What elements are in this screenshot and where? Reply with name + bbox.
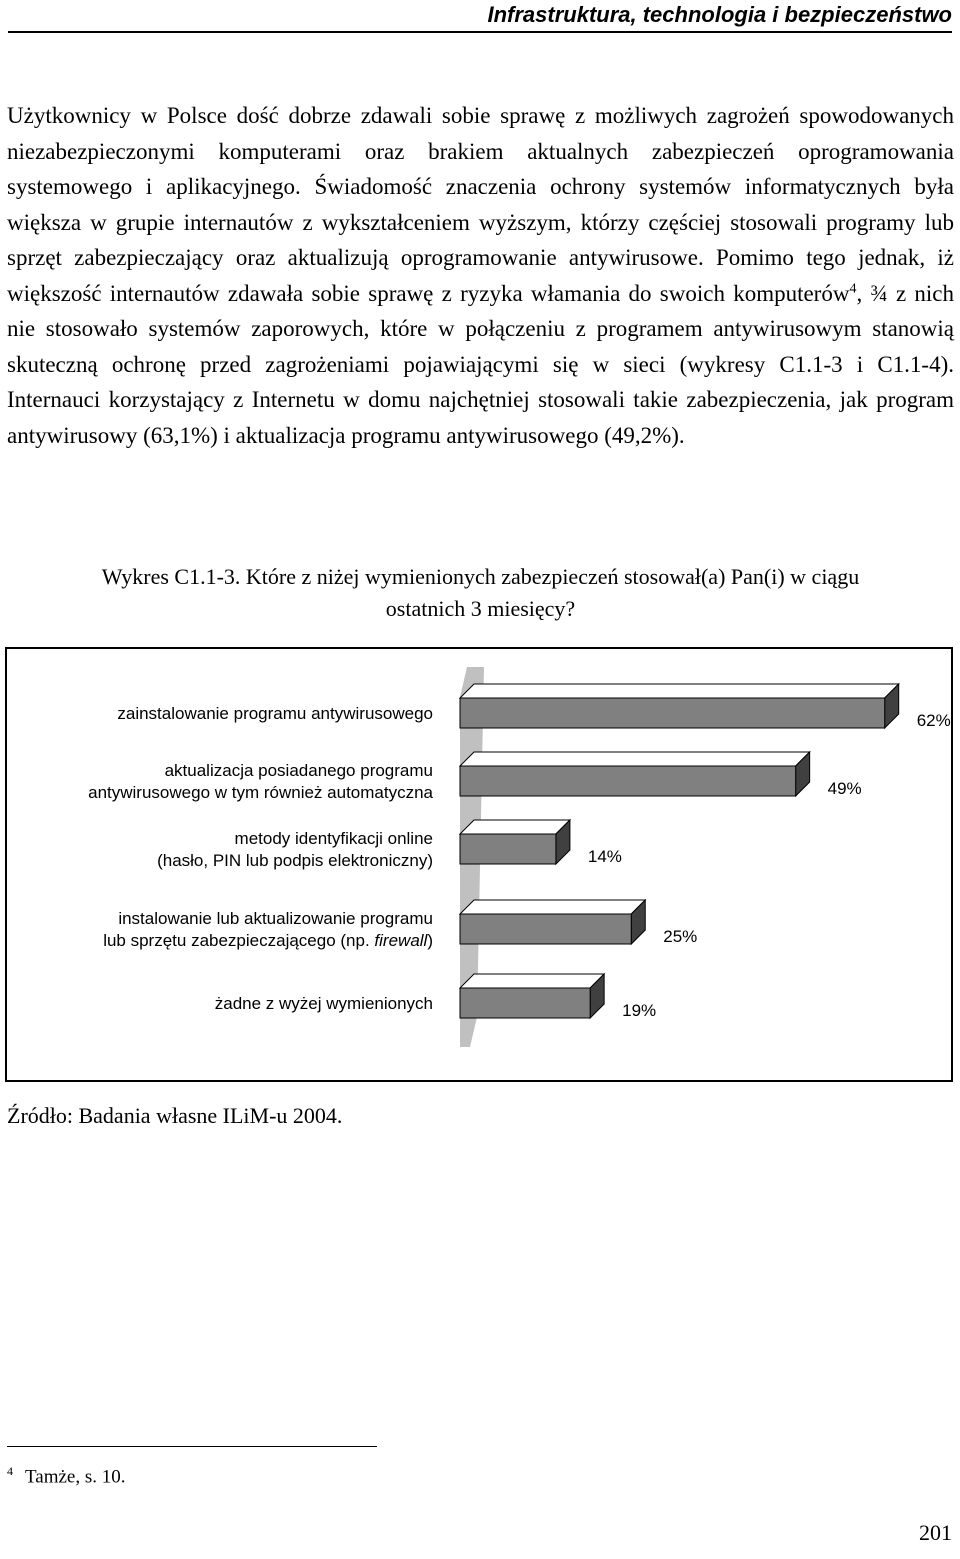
bar-value-label: 25% [663,927,698,946]
caption-line-1: Wykres C1.1-3. Które z niżej wymienionych zabezpieczeń stosował(a) Pan(i) w ciągu [101,564,860,589]
bar-top-face [460,820,570,834]
bar-value-label: 62% [916,711,951,730]
bar-value-label: 19% [622,1001,657,1020]
header-rule [8,31,952,33]
footnote [7,1458,126,1490]
category-label [103,931,433,950]
paragraph-part-1: Użytkownicy w Polsce dość dobrze zdawali sobie sprawę z możliwych zagrożeń spowodowanych niezabezpieczonymi komputerami oraz brakiem aktualnych zabezpieczeń oprogramowania systemowego i aplikacyjnego. Świadomość znaczenia ochrony systemów informatycznych była większa w grupie internautów z wykształceniem wyższym, którzy częściej stosowali programy lub sprzęt zabezpieczający oraz aktualizują oprogramowanie antywirusowe. Pomimo tego jednak, iż większość internautów zdawała sobie sprawę z ryzyka włamania do swoich komputerów [7,103,954,306]
category-label: antywirusowego w tym również automatyczna [88,783,433,802]
footnote-reference[interactable]: 4 [849,280,857,296]
category-label: żadne z wyżej wymienionych [214,994,433,1013]
category-label-italic: firewall [374,931,428,950]
bar [460,834,556,864]
category-label-part: ) [427,931,433,950]
bar-top-face [460,974,604,988]
bar-top-face [460,752,810,766]
footnote-number: 4 [7,1464,13,1478]
bar [460,698,885,728]
category-label: instalowanie lub aktualizowanie programu [118,909,433,928]
bar [460,914,631,944]
paragraph-part-2: , ¾ z nich nie stosowało systemów zaporowych, które w połączeniu z programem antywirusowym stanowią skuteczną ochronę przed zagrożeniami pojawiającymi się w sieci (wykresy C1.1-3 i C1.1-4). Internauci korzystający z Internetu w domu najchętniej stosowali takie zabezpieczenia, jak program antywirusowy (63,1%) i aktualizacja programu antywirusowego (49,2%). [7,280,954,448]
bar [460,766,796,796]
chart-caption [7,561,954,625]
source-note: Źródło: Badania własne ILiM-u 2004. [7,1103,343,1128]
category-label-part: lub sprzętu zabezpieczającego (np. [103,931,375,950]
bar-top-face [460,900,645,914]
category-label: zainstalowanie programu antywirusowego [117,704,433,723]
bar-value-label: 49% [827,779,862,798]
caption-line-2: ostatnich 3 miesięcy? [385,596,576,621]
footnote-rule [7,1446,377,1447]
chart-frame [5,647,953,1082]
bar-chart [7,649,951,1080]
bar-value-label: 14% [587,847,622,866]
body-paragraph [7,98,954,453]
category-label: metody identyfikacji online [234,829,433,848]
page-number: 201 [919,1520,952,1545]
footnote-text: Tamże, s. 10. [25,1466,126,1488]
category-label: (hasło, PIN lub podpis elektroniczny) [157,851,433,870]
header-title: Infrastruktura, technologia i bezpieczeństwo [487,2,952,27]
category-label: aktualizacja posiadanego programu [164,761,433,780]
bar [460,988,590,1018]
page-header [0,0,960,34]
bar-top-face [460,684,899,698]
